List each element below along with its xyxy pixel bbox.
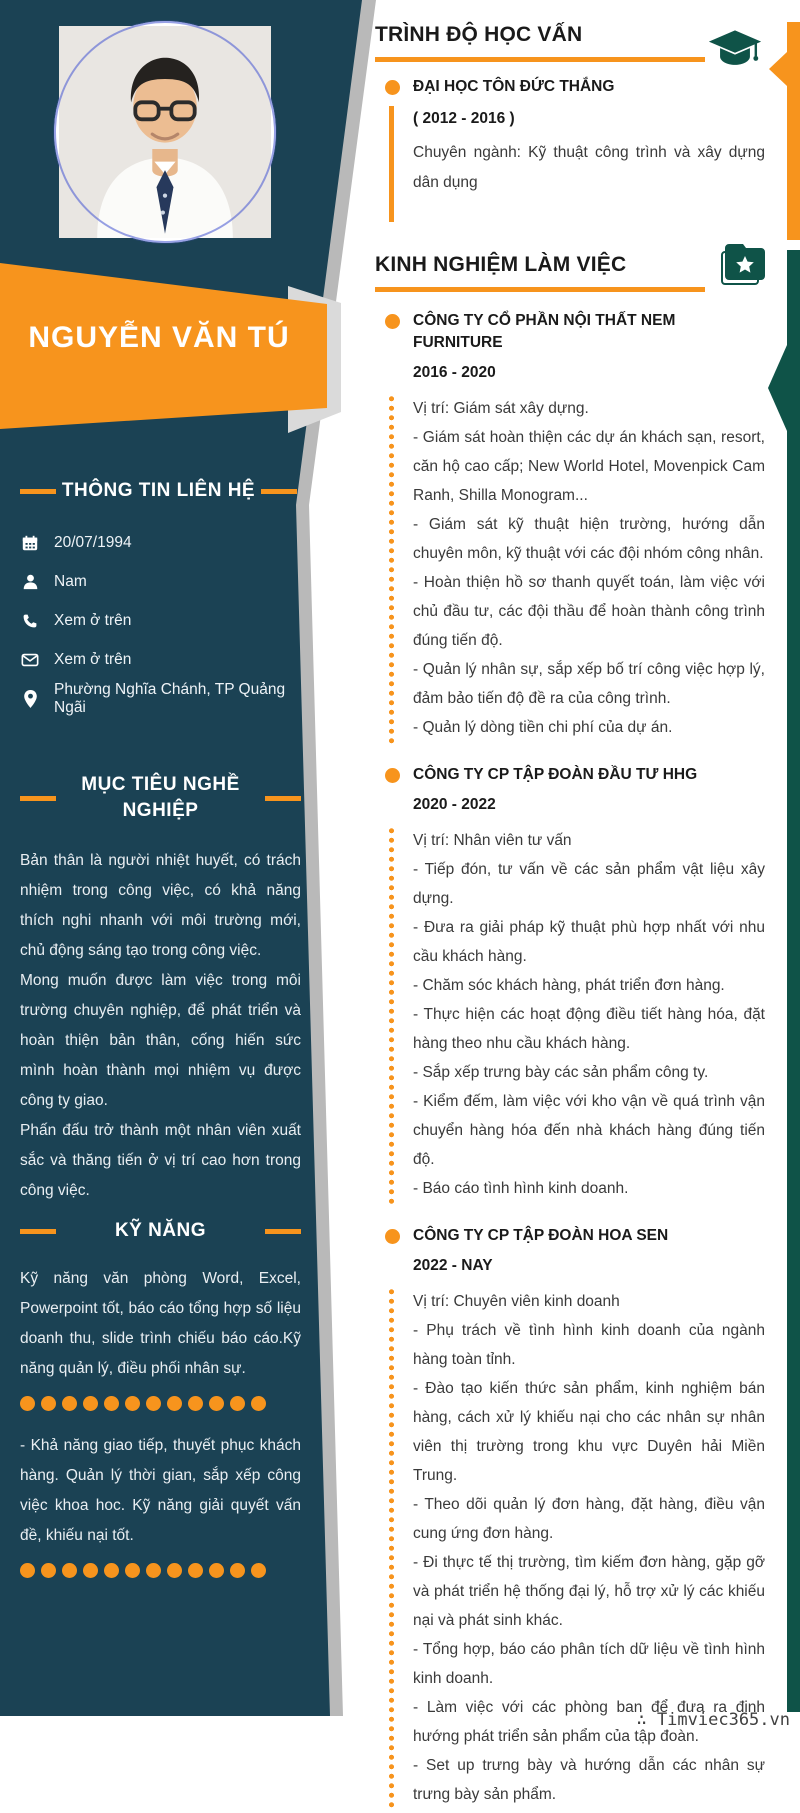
contact-row-birthday (20, 530, 297, 555)
objective-title-line1: MỤC TIÊU NGHỀ (81, 774, 240, 795)
graduation-cap-icon (707, 28, 763, 77)
education-entry-body (375, 106, 765, 222)
folder-star-icon (719, 236, 771, 293)
candidate-name: NGUYỄN VĂN TÚ (28, 321, 290, 354)
job-head (375, 310, 765, 354)
edu-edge-bar (787, 22, 800, 240)
job-entry (375, 310, 765, 746)
objective-paragraph: Mong muốn được làm việc trong môi trường chuyên nghiệp, để phát triển và hoàn thiện bản thân, cống hiến sức mình hoàn thành mọi nhiệm vụ được công ty giao. (20, 972, 301, 1109)
job-line: - Đi thực tế thị trường, tìm kiếm đơn hàng, gặp gỡ và phát triển hệ thống đại lý, hỗ trợ xử lý các khiếu nại và phát sinh khác. (413, 1554, 765, 1629)
email-icon (20, 650, 40, 670)
contact-row-address (20, 680, 297, 716)
header-dash-left (20, 1229, 56, 1234)
job-line: - Kiểm đếm, làm việc với kho vận về quá trình vận chuyển hàng hóa đến nhà khách hàng đúng tiến độ. (413, 1093, 765, 1168)
objective-section (20, 772, 301, 1206)
calendar-icon (20, 533, 40, 553)
job-line: - Sắp xếp trưng bày các sản phẩm công ty. (413, 1064, 709, 1081)
skills-section (20, 1218, 301, 1578)
job-line: - Tiếp đón, tư vấn về các sản phẩm vật liệu xây dựng. (413, 861, 765, 907)
job-line: - Đưa ra giải pháp kỹ thuật phù hợp nhất với nhu cầu khách hàng. (413, 919, 765, 965)
experience-section (375, 252, 765, 1813)
skills-header (20, 1218, 301, 1244)
job-description (375, 1285, 765, 1813)
job-head (375, 1225, 765, 1247)
exp-edge-bar (787, 250, 800, 1712)
contact-email: Xem ở trên (54, 650, 132, 668)
objective-title-line2: NGHIỆP (122, 800, 199, 821)
job-line: - Quản lý nhân sự, sắp xếp bố trí công việc hợp lý, đảm bảo tiến độ đề ra của công trình. (413, 661, 765, 707)
header-dash-left (20, 796, 56, 801)
skill-text: - Khả năng giao tiếp, thuyết phục khách hàng. Quản lý thời gian, sắp xếp công việc khoa hoc. Kỹ năng giải quyết vấn đề, khiếu nại tốt. (20, 1437, 301, 1544)
job-period: 2016 - 2020 (413, 364, 496, 381)
entry-bullet (385, 1229, 400, 1244)
job-line: - Đào tạo kiến thức sản phẩm, kinh nghiệm bán hàng, cách xử lý khiếu nại cho các nhân sự nhân viên thị trường trong khu vực Duyên hải Miền Trung. (413, 1380, 765, 1484)
profile-photo-illustration (59, 26, 271, 238)
education-entry-head (375, 76, 765, 98)
skill-rating-dots (20, 1563, 301, 1578)
edu-edge-arrow (769, 52, 787, 86)
job-line: - Quản lý dòng tiền chi phí của dự án. (413, 719, 673, 736)
contact-section (20, 478, 297, 725)
education-detail: Chuyên ngành: Kỹ thuật công trình và xây dựng dân dụng (413, 144, 765, 191)
education-section (375, 22, 765, 222)
objective-paragraph: Phấn đấu trở thành một nhân viên xuất sắc và thăng tiến ở vị trí cao hơn trong công việc. (20, 1122, 301, 1199)
contact-title: THÔNG TIN LIÊN HỆ (61, 480, 256, 501)
contact-birthday: 20/07/1994 (54, 533, 132, 551)
contact-row-email (20, 647, 297, 672)
job-line: Vị trí: Nhân viên tư vấn (413, 832, 572, 849)
header-dash-right (265, 1229, 301, 1234)
job-line: - Set up trưng bày và hướng dẫn các nhân sự trưng bày sản phẩm. (413, 1757, 765, 1803)
user-icon (20, 572, 40, 592)
job-description (375, 392, 765, 746)
job-line: - Thực hiện các hoạt động điều tiết hàng hóa, đặt hàng theo nhu cầu khách hàng. (413, 1006, 765, 1052)
job-line: - Giám sát kỹ thuật hiện trường, hướng dẫn chuyên môn, kỹ thuật với các đội nhóm công nhân. (413, 516, 765, 562)
header-dash-right (265, 796, 301, 801)
objective-title (56, 772, 265, 824)
site-brand: ∴ Timviec365.vn (636, 1710, 790, 1730)
header-dash-right (261, 489, 297, 494)
company-name: CÔNG TY CỔ PHẦN NỘI THẤT NEM FURNITURE (413, 312, 676, 351)
job-line: - Phụ trách về tình hình kinh doanh của ngành hàng toàn tỉnh. (413, 1322, 765, 1368)
job-period: 2022 - NAY (413, 1257, 493, 1274)
contact-gender: Nam (54, 572, 87, 590)
job-line: - Chăm sóc khách hàng, phát triển đơn hàng. (413, 977, 725, 994)
job-period: 2020 - 2022 (413, 796, 496, 813)
education-title: TRÌNH ĐỘ HỌC VẤN (375, 23, 583, 46)
job-line: Vị trí: Giám sát xây dựng. (413, 400, 589, 417)
objective-paragraph: Bản thân là người nhiệt huyết, có trách nhiệm trong công việc, có khả năng thích nghi nhanh với môi trường mới, chủ động sáng tạo trong công việc. (20, 852, 301, 959)
entry-bullet (385, 768, 400, 783)
entry-bullet (385, 314, 400, 329)
phone-icon (20, 611, 40, 631)
contact-items (20, 530, 297, 716)
experience-title: KINH NGHIỆM LÀM VIỆC (375, 253, 627, 276)
school-name: ĐẠI HỌC TÔN ĐỨC THẮNG (413, 78, 615, 95)
job-line: - Hoàn thiện hồ sơ thanh quyết toán, làm việc với chủ đầu tư, các đội thầu để hoàn thành công trình đúng tiến độ. (413, 574, 765, 649)
skill-rating-dots (20, 1396, 301, 1411)
contact-row-phone (20, 608, 297, 633)
exp-edge-arrow (768, 345, 787, 431)
header-dash-left (20, 489, 56, 494)
job-entry (375, 764, 765, 1207)
skill-text: Kỹ năng văn phòng Word, Excel, Powerpoint tốt, báo cáo tổng hợp số liệu doanh thu, slide trình chiếu báo cáo.Kỹ năng quản lý, điều phối nhân sự. (20, 1270, 301, 1377)
contact-phone: Xem ở trên (54, 611, 132, 629)
location-icon (20, 689, 40, 709)
job-description (375, 824, 765, 1207)
contact-header (20, 478, 297, 504)
job-line: Vị trí: Chuyên viên kinh doanh (413, 1293, 620, 1310)
job-head (375, 764, 765, 786)
job-line: - Báo cáo tình hình kinh doanh. (413, 1180, 629, 1197)
contact-address: Phường Nghĩa Chánh, TP Quảng Ngãi (54, 680, 286, 716)
company-name: CÔNG TY CP TẬP ĐOÀN ĐẦU TƯ HHG (413, 766, 698, 783)
company-name: CÔNG TY CP TẬP ĐOÀN HOA SEN (413, 1227, 669, 1244)
job-line: - Theo dõi quản lý đơn hàng, đặt hàng, điều vận cung ứng đơn hàng. (413, 1496, 765, 1542)
contact-row-gender (20, 569, 297, 594)
education-title-underline (375, 57, 705, 62)
entry-bullet (385, 80, 400, 95)
profile-photo (54, 21, 276, 243)
skills-title: KỸ NĂNG (114, 1220, 207, 1241)
job-line: - Giám sát hoàn thiện các dự án khách sạn, resort, căn hộ cao cấp; New World Hotel, Movenpick Cam Ranh, Shilla Monogram... (413, 429, 765, 504)
job-line: - Làm việc với các phòng ban để đưa ra định hướng phát triển sản phẩm của tập đoàn. (413, 1699, 765, 1745)
experience-title-underline (375, 287, 705, 292)
education-period: ( 2012 - 2016 ) (413, 110, 515, 127)
objective-header (20, 772, 301, 824)
job-line: - Tổng hợp, báo cáo phân tích dữ liệu về tình hình kinh doanh. (413, 1641, 765, 1687)
